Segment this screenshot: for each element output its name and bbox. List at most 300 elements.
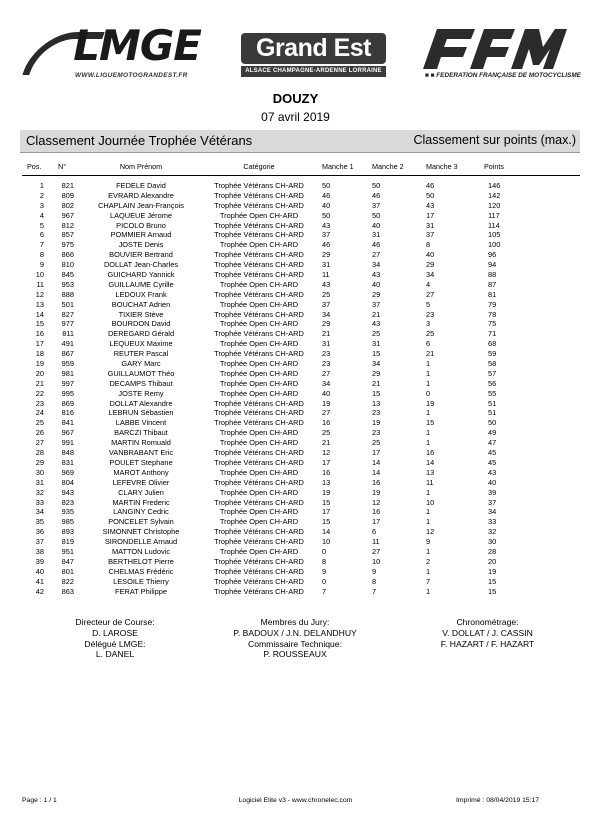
table-row [0,379,591,389]
table-row [0,270,591,280]
cell-category: Trophée Vétérans CH-ARD [214,220,304,230]
table-row [0,201,591,211]
cell-rider-name: BOUVIER Bertrand [109,250,173,260]
table-row [0,547,591,557]
cell-number: 847 [61,556,74,566]
cell-category: Trophée Vétérans CH-ARD [214,200,304,210]
table-row [0,557,591,567]
cell-manche3: 1 [426,546,431,556]
officials-jury [220,617,370,660]
cell-rider-name: CHELMAS Frédéric [108,566,174,576]
cell-category: Trophée Vétérans CH-ARD [214,408,304,418]
results-table-header [0,162,591,174]
official-line: Délégué LMGE: [84,638,146,649]
cell-position: 32 [35,487,44,497]
cell-number: 812 [61,220,74,230]
cell-position: 27 [35,438,44,448]
col-header-number: N° [58,162,67,171]
cell-manche2: 21 [372,309,381,319]
cell-manche1: 19 [322,398,331,408]
cell-category: Trophée Open CH-ARD [219,546,299,556]
cell-points: 45 [488,448,497,458]
cell-manche1: 19 [322,487,331,497]
cell-manche1: 7 [322,586,327,596]
ffm-logo [415,25,581,85]
table-row [0,211,591,221]
cell-number: 827 [61,309,74,319]
cell-category: Trophée Vétérans CH-ARD [214,289,304,299]
table-row [0,389,591,399]
cell-position: 11 [36,279,44,289]
footer-page-number: Page : 1 / 1 [22,797,57,804]
col-header-manche1: Manche 1 [322,162,354,171]
cell-position: 40 [35,566,44,576]
cell-manche3: 1 [426,368,431,378]
cell-manche2: 50 [372,210,381,220]
cell-category: Trophée Open CH-ARD [219,388,299,398]
results-table-body [0,181,591,596]
cell-manche1: 8 [322,556,327,566]
cell-points: 87 [488,279,497,289]
cell-points: 59 [488,349,497,359]
table-row [0,517,591,527]
cell-manche2: 6 [372,527,377,537]
officials-timing [415,617,560,649]
cell-manche1: 17 [322,457,331,467]
cell-manche2: 27 [372,250,381,260]
cell-position: 17 [35,339,44,349]
col-header-pos: Pos. [27,162,42,171]
cell-rider-name: MAROT Anthony [113,467,169,477]
cell-position: 10 [35,270,44,280]
cell-points: 47 [488,438,497,448]
cell-manche1: 25 [322,289,331,299]
cell-manche2: 12 [372,497,381,507]
table-row [0,260,591,270]
cell-manche2: 14 [372,457,381,467]
cell-points: 55 [488,388,497,398]
cell-manche2: 15 [372,349,381,359]
table-row [0,428,591,438]
cell-manche1: 14 [322,527,331,537]
cell-points: 120 [488,200,501,210]
cell-manche1: 11 [322,270,330,280]
cell-manche3: 7 [426,576,431,586]
cell-manche2: 37 [372,200,381,210]
cell-manche2: 29 [372,289,381,299]
cell-position: 39 [35,556,44,566]
cell-manche3: 1 [426,408,431,418]
table-row [0,587,591,597]
table-row [0,399,591,409]
cell-rider-name: CHAPLAIN Jean-François [98,200,184,210]
cell-rider-name: POULET Stephane [109,457,173,467]
cell-rider-name: SIMONNET Christophe [102,527,180,537]
cell-manche3: 2 [426,556,431,566]
cell-number: 975 [61,240,74,250]
cell-rider-name: GUICHARD Yannick [107,270,175,280]
cell-manche2: 11 [372,537,380,547]
cell-number: 959 [61,359,74,369]
cell-manche2: 37 [372,299,381,309]
cell-position: 5 [39,220,44,230]
cell-position: 7 [39,240,44,250]
cell-rider-name: DOLLAT Alexandre [109,398,173,408]
cell-points: 37 [488,497,497,507]
cell-points: 33 [488,517,497,527]
cell-manche1: 29 [322,319,331,329]
cell-manche3: 1 [426,507,431,517]
cell-category: Trophée Vétérans CH-ARD [214,586,304,596]
cell-manche2: 16 [372,507,381,517]
cell-rider-name: LANGINY Cedric [113,507,169,517]
col-header-points: Points [484,162,504,171]
table-row [0,498,591,508]
cell-manche3: 0 [426,388,431,398]
footer-print-date: Imprimé : 08/04/2019 15:17 [456,797,540,804]
cell-number: 997 [61,378,74,388]
cell-manche2: 19 [372,418,381,428]
cell-number: 810 [61,260,74,270]
cell-points: 20 [488,556,497,566]
cell-points: 49 [488,428,497,438]
table-row [0,250,591,260]
cell-category: Trophée Vétérans CH-ARD [214,566,304,576]
cell-manche3: 10 [426,497,435,507]
cell-points: 30 [488,537,497,547]
cell-points: 19 [488,566,497,576]
cell-manche3: 29 [426,260,435,270]
cell-points: 88 [488,270,497,280]
table-row [0,191,591,201]
cell-points: 81 [488,289,497,299]
cell-points: 57 [488,368,497,378]
cell-position: 28 [35,448,44,458]
cell-number: 804 [61,477,74,487]
cell-number: 953 [61,279,74,289]
cell-position: 30 [35,467,44,477]
official-line: F. HAZART / F. HAZART [440,638,535,649]
cell-rider-name: DEREGARD Gérald [107,329,175,339]
cell-category: Trophée Open CH-ARD [219,428,299,438]
cell-number: 802 [61,200,74,210]
official-line: L. DANEL [95,649,135,660]
cell-manche1: 27 [322,408,331,418]
cell-rider-name: POMMIER Arnaud [110,230,172,240]
cell-category: Trophée Vétérans CH-ARD [214,270,304,280]
header-divider [22,175,580,176]
cell-number: 845 [61,270,74,280]
cell-manche1: 16 [322,467,331,477]
cell-points: 45 [488,457,497,467]
cell-category: Trophée Vétérans CH-ARD [214,576,304,586]
cell-manche2: 21 [372,378,381,388]
official-line: Chronométrage: [456,617,519,627]
cell-manche3: 40 [426,250,435,260]
cell-position: 14 [35,309,44,319]
cell-rider-name: GUILLAUMOT Théo [107,368,175,378]
cell-number: 893 [61,527,74,537]
cell-category: Trophée Open CH-ARD [219,517,299,527]
cell-manche1: 23 [322,359,331,369]
cell-manche3: 1 [426,586,431,596]
cell-position: 13 [35,299,44,309]
cell-manche2: 40 [372,220,381,230]
cell-position: 29 [35,457,44,467]
cell-rider-name: MATTON Ludovic [111,546,171,556]
cell-rider-name: GUILLAUME Cyrille [108,279,174,289]
table-row [0,230,591,240]
cell-number: 977 [61,319,74,329]
cell-position: 4 [39,210,44,220]
grand-est-logo-subtitle: ALSACE CHAMPAGNE-ARDENNE LORRAINE [241,66,386,77]
official-line: P. BADOUX / J.N. DELANDHUY [233,627,357,638]
cell-points: 51 [488,408,497,418]
cell-rider-name: MARTIN Frederic [112,497,170,507]
cell-manche1: 29 [322,250,331,260]
cell-number: 848 [61,448,74,458]
cell-manche1: 17 [322,507,331,517]
cell-points: 32 [488,527,497,537]
ffm-caption: ■ ■ FEDERATION FRANÇAISE DE MOTOCYCLISME [425,72,581,79]
cell-manche2: 7 [372,586,377,596]
cell-points: 146 [488,181,501,190]
cell-category: Trophée Open CH-ARD [219,299,299,309]
cell-number: 809 [61,190,74,200]
cell-position: 15 [35,319,44,329]
cell-manche3: 13 [426,467,435,477]
table-row [0,468,591,478]
cell-category: Trophée Vétérans CH-ARD [214,457,304,467]
table-row [0,310,591,320]
cell-position: 38 [35,546,44,556]
cell-number: 821 [61,181,74,190]
cell-manche3: 11 [426,477,434,487]
cell-category: Trophée Vétérans CH-ARD [214,181,304,190]
cell-points: 75 [488,319,497,329]
cell-points: 51 [488,398,497,408]
cell-rider-name: EVRARD Alexandre [108,190,174,200]
cell-manche2: 16 [372,477,381,487]
cell-category: Trophée Open CH-ARD [219,378,299,388]
cell-rider-name: PICOLO Bruno [116,220,166,230]
cell-manche3: 34 [426,270,435,280]
event-venue: DOUZY [272,91,319,106]
cell-points: 142 [488,190,501,200]
cell-manche3: 21 [426,349,435,359]
cell-category: Trophée Vétérans CH-ARD [214,260,304,270]
cell-points: 40 [488,477,497,487]
cell-points: 94 [488,260,497,270]
cell-number: 491 [61,339,74,349]
cell-number: 823 [61,497,74,507]
cell-points: 68 [488,339,497,349]
cell-rider-name: LABBE Vincent [115,418,167,428]
cell-number: 811 [62,329,74,339]
lmge-url: WWW.LIGUEMOTOGRANDEST.FR [75,72,188,79]
cell-manche3: 19 [426,398,435,408]
cell-position: 3 [39,200,44,210]
classement-banner [20,130,580,153]
lmge-logo-text: LMGE [73,21,201,70]
cell-manche3: 5 [426,299,431,309]
cell-points: 50 [488,418,497,428]
cell-number: 819 [61,537,74,547]
cell-position: 23 [35,398,44,408]
cell-category: Trophée Open CH-ARD [219,240,299,250]
cell-rider-name: BARCZI Thibaut [114,428,168,438]
cell-position: 25 [35,418,44,428]
cell-position: 2 [39,190,44,200]
cell-manche2: 25 [372,329,381,339]
cell-number: 995 [61,388,74,398]
cell-position: 35 [35,517,44,527]
cell-manche3: 17 [426,210,435,220]
cell-manche3: 23 [426,309,435,319]
table-row [0,527,591,537]
cell-manche1: 10 [322,537,331,547]
cell-number: 816 [61,408,74,418]
cell-category: Trophée Open CH-ARD [219,339,299,349]
cell-category: Trophée Vétérans CH-ARD [214,448,304,458]
table-row [0,488,591,498]
classement-title: Classement Journée Trophée Vétérans [26,133,253,148]
cell-manche3: 6 [426,339,431,349]
table-row [0,359,591,369]
cell-category: Trophée Vétérans CH-ARD [214,230,304,240]
cell-manche2: 10 [372,556,381,566]
cell-manche2: 46 [372,190,381,200]
cell-manche1: 50 [322,210,331,220]
official-line: Commissaire Technique: [248,638,342,649]
cell-manche2: 46 [372,240,381,250]
cell-manche1: 9 [322,566,327,576]
cell-manche2: 34 [372,260,381,270]
cell-rider-name: MARTIN Romuald [111,438,171,448]
cell-category: Trophée Open CH-ARD [219,210,299,220]
cell-points: 105 [488,230,501,240]
cell-points: 39 [488,487,497,497]
officials-course [50,617,180,660]
official-line: Membres du Jury: [260,617,330,627]
cell-number: 985 [61,517,74,527]
cell-manche1: 21 [322,329,331,339]
cell-manche2: 8 [372,576,377,586]
cell-category: Trophée Vétérans CH-ARD [214,497,304,507]
table-row [0,458,591,468]
cell-manche2: 40 [372,279,381,289]
cell-category: Trophée Open CH-ARD [219,279,299,289]
cell-manche1: 12 [322,448,331,458]
cell-rider-name: VANBRABANT Eric [108,448,174,458]
table-row [0,418,591,428]
cell-points: 15 [488,576,497,586]
cell-manche3: 1 [426,378,431,388]
cell-number: 969 [61,467,74,477]
cell-position: 1 [39,181,44,190]
cell-number: 841 [61,418,74,428]
cell-category: Trophée Vétérans CH-ARD [214,418,304,428]
cell-points: 79 [488,299,497,309]
cell-number: 822 [61,576,74,586]
table-row [0,577,591,587]
col-header-category: Catégorie [243,162,275,171]
cell-category: Trophée Open CH-ARD [219,368,299,378]
cell-manche2: 29 [372,368,381,378]
official-line: P. ROUSSEAUX [263,649,327,660]
cell-manche3: 37 [426,230,435,240]
cell-manche3: 3 [426,319,431,329]
cell-position: 9 [39,260,44,270]
cell-rider-name: BOUCHAT Adrien [111,299,171,309]
cell-position: 20 [35,368,44,378]
cell-number: 501 [61,299,74,309]
cell-points: 58 [488,359,497,369]
cell-rider-name: TIXIER Stève [118,309,164,319]
table-row [0,448,591,458]
cell-manche1: 21 [322,438,331,448]
cell-manche3: 1 [426,517,431,527]
cell-category: Trophée Vétérans CH-ARD [214,329,304,339]
cell-manche2: 34 [372,359,381,369]
cell-rider-name: DOLLAT Jean-Charles [103,260,179,270]
cell-manche3: 1 [426,359,431,369]
cell-points: 100 [488,240,501,250]
cell-manche3: 25 [426,329,435,339]
table-row [0,507,591,517]
table-row [0,408,591,418]
official-line: Directeur de Course: [75,617,155,627]
cell-manche3: 16 [426,448,435,458]
cell-manche1: 40 [322,388,331,398]
cell-category: Trophée Open CH-ARD [219,487,299,497]
cell-position: 16 [35,329,44,339]
table-row [0,369,591,379]
cell-position: 34 [35,507,44,517]
official-line: V. DOLLAT / J. CASSIN [442,627,533,638]
cell-number: 991 [61,438,74,448]
cell-manche2: 25 [372,438,381,448]
cell-rider-name: LAQUEUE Jérome [109,210,173,220]
cell-manche1: 43 [322,220,331,230]
cell-rider-name: SIRONDELLE Arnaud [104,537,178,547]
cell-category: Trophée Vétérans CH-ARD [214,190,304,200]
cell-manche1: 25 [322,428,331,438]
cell-manche3: 50 [426,190,435,200]
cell-points: 117 [488,210,500,220]
cell-position: 18 [35,349,44,359]
cell-number: 867 [61,349,74,359]
cell-manche1: 31 [322,260,331,270]
cell-number: 943 [61,487,74,497]
cell-category: Trophée Vétérans CH-ARD [214,477,304,487]
table-row [0,221,591,231]
cell-category: Trophée Vétérans CH-ARD [214,537,304,547]
cell-position: 6 [39,230,44,240]
cell-manche1: 0 [322,576,327,586]
table-row [0,290,591,300]
table-row [0,567,591,577]
cell-manche1: 40 [322,200,331,210]
cell-manche1: 46 [322,190,331,200]
grand-est-logo-text: Grand Est [241,33,386,64]
cell-rider-name: BOURDON David [111,319,171,329]
cell-manche3: 31 [426,220,435,230]
table-row [0,319,591,329]
cell-rider-name: LEBRUN Sébastien [108,408,174,418]
cell-points: 71 [488,329,497,339]
cell-points: 28 [488,546,497,556]
